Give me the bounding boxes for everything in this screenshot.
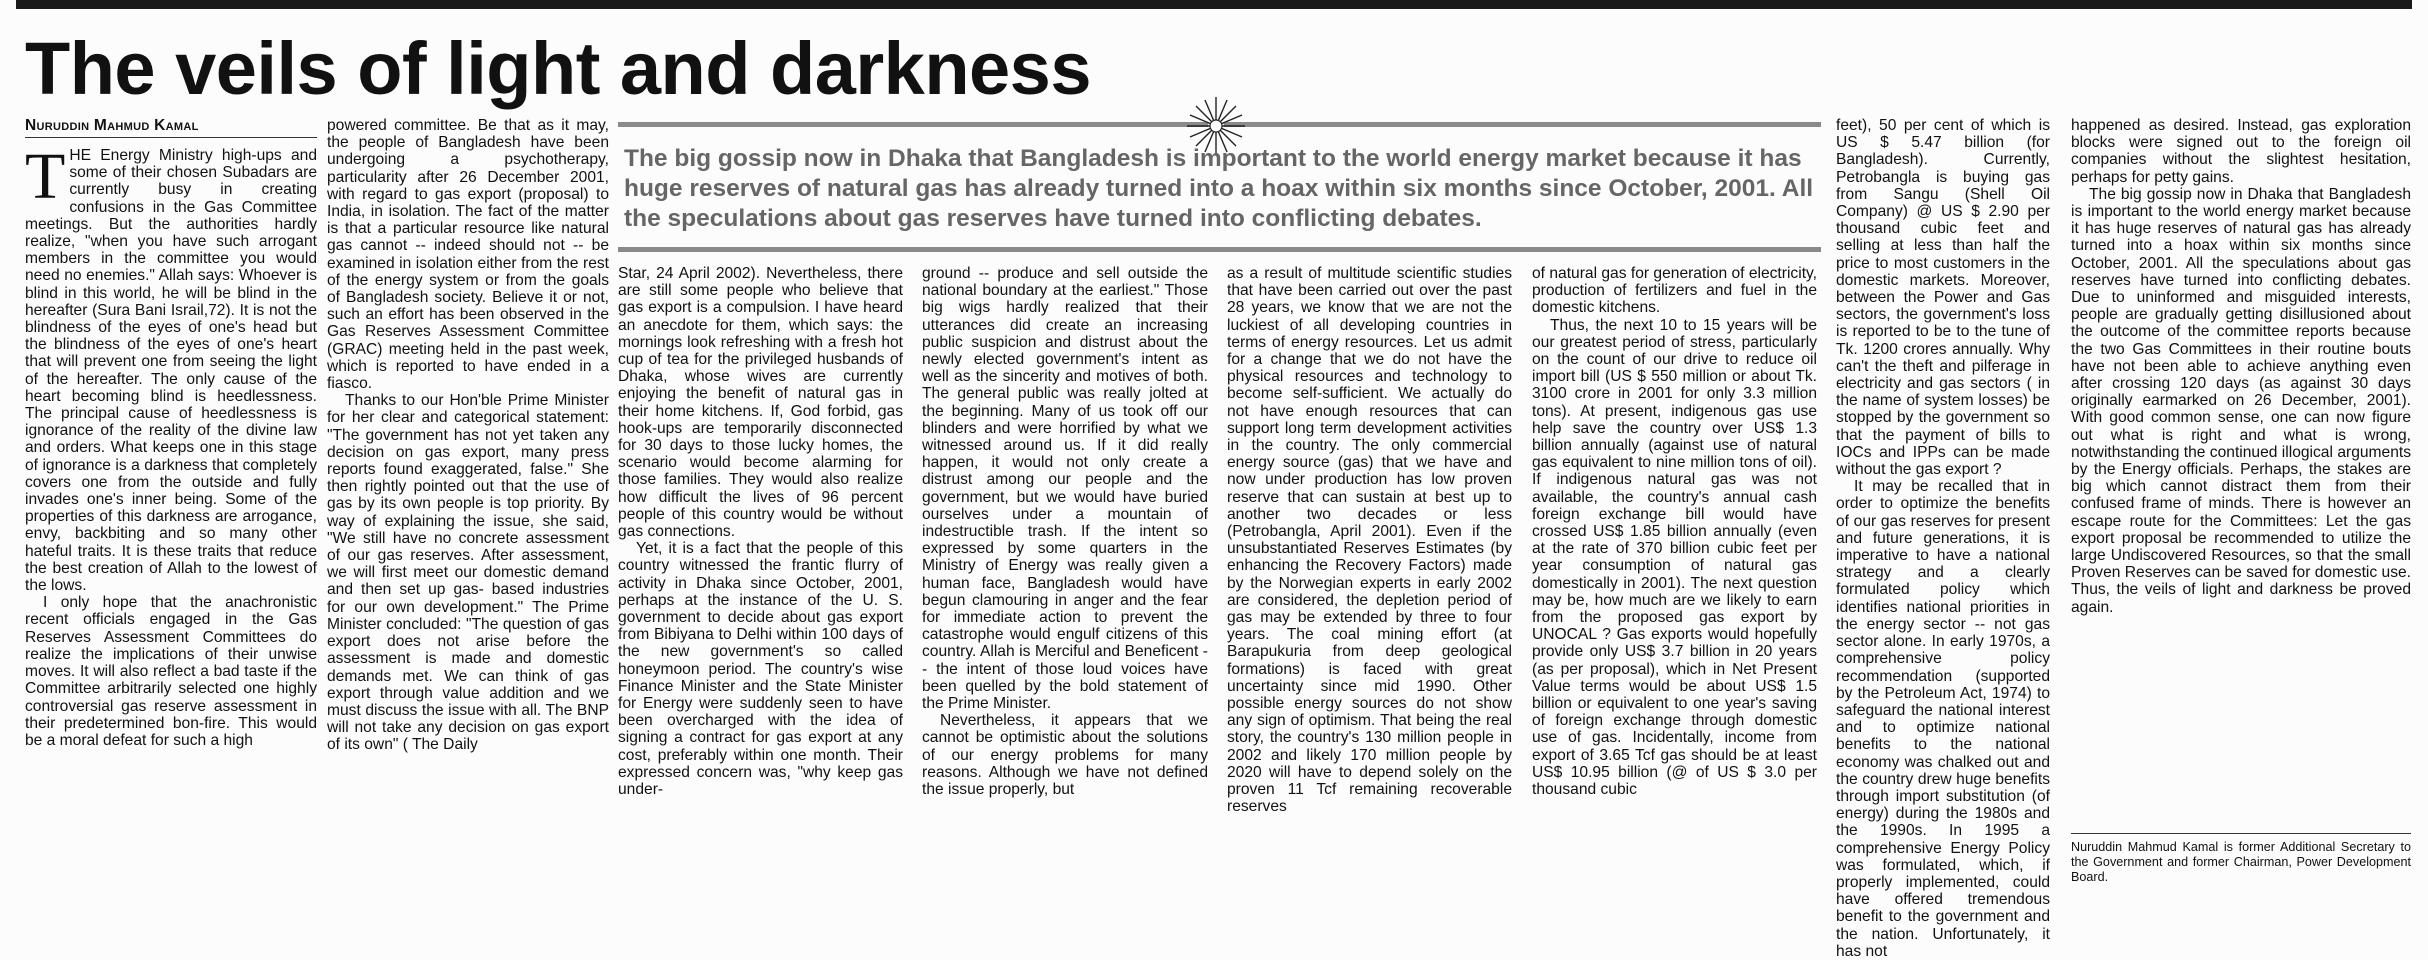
col7-para-2: It may be recalled that in order to optimize the benefits of our gas reserves for present and future generations, it is imperative to have a national strategy and a clearly formulated policy which identifies national priorities in the energy sector -- not gas sector alone. In early 1970s, a comprehensive policy recommendation (supported by the Petroleum Act, 1974) to safeguard the national interest and to optimize national benefits to the national economy was chalked out and the country drew huge benefits through import substitution (of energy) during the 1980s and the 1990s. In 1995 a comprehensive Energy Policy was formulated, which, if properly implemented, could have offered tremendous benefit to the government and the nation. Unfortunately, it has not (1836, 478, 2050, 960)
column-5 (1227, 265, 1512, 895)
pull-quote-text: The big gossip now in Dhaka that Bangladesh is important to the world energy market because it has huge reserves of natural gas has already turned into a hoax within six months since October, 2001. All the speculations about gas reserves have turned into conflicting debates. (624, 145, 1814, 232)
column-7 (1836, 117, 2050, 960)
column-3 (618, 265, 903, 895)
headline: The veils of light and darkness (25, 27, 1091, 110)
col4-para-1: ground -- produce and sell outside the national boundary at the earliest." Those big wigs hardly realized that their utterances did create an increasing public suspicion and distrust about the newly elected government's intent as well as the sincerity and motives of both. The general public was really jolted at the beginning. Many of us took off our blinders and were horrified by what we witnessed around us. If it did really happen, it would not only create a distrust among our people and the government, but we would have buried ourselves under a mountain of indestructible trash. If the intent so expressed by some quarters in the Ministry of Energy was really given a human face, Bangladesh would have begun clamouring in anger and the fear for immediate action to prevent the catastrophe would engulf citizens of this country. Allah is Merciful and Beneficent -- the intent of those loud voices have been quelled by the bold statement of the Prime Minister. (922, 265, 1208, 713)
drop-cap: T (25, 140, 66, 213)
column-1 (25, 140, 317, 895)
col1-para-1: THE Energy Ministry high-ups and some of their chosen Subadars are currently busy in creating confusions in the Gas Committee meetings. But the authorities hardly realize, "when you have such arrogant members in the committee you would need no enemies." Allah says: Whoever is blind in this world, he will be blind in the hereafter (Sura Bani Israil,72). It is not the blindness of the eyes of one's head but the blindness of the eyes of one's heart that will prevent one from seeing the light of the hereafter. The only cause of the heart becoming blind is heedlessness. The principal cause of heedlessness is ignorance of the reality of the divine law and orders. What keeps one in this stage of ignorance is a darkness that completely covers one from the outside and fully invades one's inner being. Some of the properties of this darkness are arrogance, envy, backbiting and so many other hateful traits. It is these traits that reduce the best creation of Allah to the lowest of the lows. (25, 140, 317, 595)
col2-para-1: powered committee. Be that as it may, the people of Bangladesh have been undergoing a psychotherapy, particularity after 26 December 2001, with regard to gas export (proposal) to India, in isolation. The fact of the matter is that a particular resource like natural gas cannot -- indeed should not -- be examined in isolation either from the rest of the energy system or from the goals of Bangladesh society. Believe it or not, such an effort has been observed in the Gas Reserves Assessment Committee (GRAC) meeting held in the past week, which is reported to have ended in a fiasco. (327, 117, 609, 393)
top-rule (16, 0, 2412, 9)
pull-quote-bottom-bar (618, 247, 1821, 252)
column-2 (327, 117, 609, 895)
col8-para-2: The big gossip now in Dhaka that Bangladesh is important to the world energy market because it has huge reserves of natural gas has already turned into a hoax within six months since October, 2001. All the speculations about gas reserves have turned into conflicting debates. Due to uninformed and misguided interests, people are gradually getting disillusioned about the outcome of the committee reports because the two Gas Committees in their routine bouts have not been able to achieve anything even after crossing 120 days (as against 30 days originally earmarked on 26 December, 2001). With good common sense, one can now figure out what is right and what is wrong, notwithstanding the continued illogical arguments by the Energy officials. Perhaps, the stakes are big which cannot distract them from their confused frame of minds. There is however an escape route for the Committees: Let the gas export proposal be recommended to utilize the large Undiscovered Resources, so that the small Proven Reserves can be saved for domestic use. Thus, the veils of light and darkness be proved again. (2071, 185, 2411, 616)
col8-para-1: happened as desired. Instead, gas exploration blocks were signed out to the foreign oil companies without the slightest hesitation, perhaps for petty gains. (2071, 117, 2411, 186)
col4-para-2: Nevertheless, it appears that we cannot be optimistic about the solutions of our energy problems for many reasons. Although we have not defined the issue properly, but (922, 712, 1208, 799)
col6-para-2: Thus, the next 10 to 15 years will be our greatest period of stress, particularly on the count of our drive to reduce oil import bill (US $ 550 million or about Tk. 3100 crore in 2001 for only 3.3 million tons). At present, indigenous gas use help save the country over US$ 1.3 billion annually (against use of natural gas equivalent to nine million tons of oil). If indigenous natural gas was not available, the country's annual cash foreign exchange bill would have crossed US$ 1.85 billion annually (even at the rate of 370 billion cubic feet per year consumption of natural gas domestically in 2001). The next question may be, how much are we likely to earn from the proposed gas export by UNOCAL ? Gas exports would hopefully provide only US$ 3.7 billion in 20 years (as per proposal), which in Net Present Value terms would be about US$ 1.5 billion or equivalent to one year's saving of foreign exchange through domestic use of gas. Incidentally, income from export of 3.65 Tcf gas should be at least US$ 10.95 billion (@ of US $ 3.0 per thousand cubic (1532, 316, 1817, 799)
col7-para-1: feet), 50 per cent of which is US $ 5.47 billion (for Bangladesh). Currently, Petrobangla is buying gas from Sangu (Shell Oil Company) @ US $ 2.90 per thousand cubic feet and selling at less than half the price to most customers in the domestic markets. Moreover, between the Power and Gas sectors, the government's loss is reported to be to the tune of Tk. 1200 crores annually. Why can't the theft and pilferage in electricity and gas sectors ( in the name of system losses) be stopped by the government so that the payment of bills to IOCs and IPPs can be made without the gas export ? (1836, 117, 2050, 479)
pull-quote (618, 122, 1821, 252)
byline: Nuruddin Mahmud Kamal (25, 117, 317, 138)
col1-para-2: I only hope that the anachronistic recent officials engaged in the Gas Reserves Assessment Committees do realize the implications of their unwise moves. It will also reflect a bad taste if the Committee arbitrarily selected one highly controversial gas reserve assessment in their predetermined bon-fire. This would be a moral defeat for such a high (25, 594, 317, 749)
col2-para-2: Thanks to our Hon'ble Prime Minister for her clear and categorical statement: "The government has not yet taken any decision on gas export, many press reports found exaggerated, false." She then rightly pointed out that the use of gas by its own people is top priority. By way of explaining the issue, she said, "We still have no concrete assessment of our gas reserves. After assessment, we will first meet our domestic demand and then set up gas- based industries for our own development." The Prime Minister concluded: "The question of gas export does not arise before the assessment is made and domestic demands met. We can think of gas export through value addition and we must discuss the issue with all. The BNP will not take any decision on gas export of its own" ( The Daily (327, 392, 609, 754)
col5-para-1: as a result of multitude scientific studies that have been carried out over the past 28 years, we know that we are not the luckiest of all developing countries in terms of energy resources. Let us admit for a change that we do not have the physical resources and technology to become self-sufficient. We actually do not have enough resources that can support long term development activities in the country. The only commercial energy source (gas) that we have and now under production has low proven reserve that can sustain at best up to another two decades or less (Petrobangla, April 2001). Even if the unsubstantiated Reserves Estimates (by enhancing the Recovery Factors) made by the Norwegian experts in early 2002 are considered, the depletion period of gas may be extended by three to four years. The coal mining effort (at Barapukuria from deep geological formations) is faced with great uncertainty since mid 1990. Other possible energy sources do not show any sign of optimism. That being the real story, the country's 130 million people in 2002 and likely 170 million people by 2020 will have to depend solely on the proven 11 Tcf remaining recoverable reserves (1227, 265, 1512, 816)
col3-para-2: Yet, it is a fact that the people of this country witnessed the frantic flurry of activity in Dhaka since October, 2001, perhaps at the instance of the U. S. government to decide about gas export from Bibiyana to Delhi within 100 days of the new government's so called honeymoon period. The country's wise Finance Minister and the State Minister for Energy were suddenly seen to have been overcharged with the idea of signing a contract for gas export at any cost, preferably within one month. Their expressed concern was, "why keep gas under- (618, 540, 903, 799)
bio-rule (2071, 833, 2411, 834)
column-8 (2071, 117, 2411, 829)
col6-para-1: of natural gas for generation of electricity, production of fertilizers and fuel in the domestic kitchens. (1532, 265, 1817, 317)
col3-para-1: Star, 24 April 2002). Nevertheless, there are still some people who believe that gas export is a compulsion. I have heard an anecdote for them, which says: the mornings look refreshing with a fresh hot cup of tea for the privileged husbands of Dhaka, whose wives are currently enjoying the benefit of natural gas in their home kitchens. If, God forbid, gas hook-ups are temporarily disconnected for 30 days to those lucky homes, the scenario would become alarming for those families. They would also realize how difficult the lives of 96 percent people of this country would be without gas connections. (618, 265, 903, 541)
author-bio: Nuruddin Mahmud Kamal is former Additional Secretary to the Government and former Chairman, Power Development Board. (2071, 840, 2411, 884)
column-6 (1532, 265, 1817, 895)
column-4 (922, 265, 1208, 895)
